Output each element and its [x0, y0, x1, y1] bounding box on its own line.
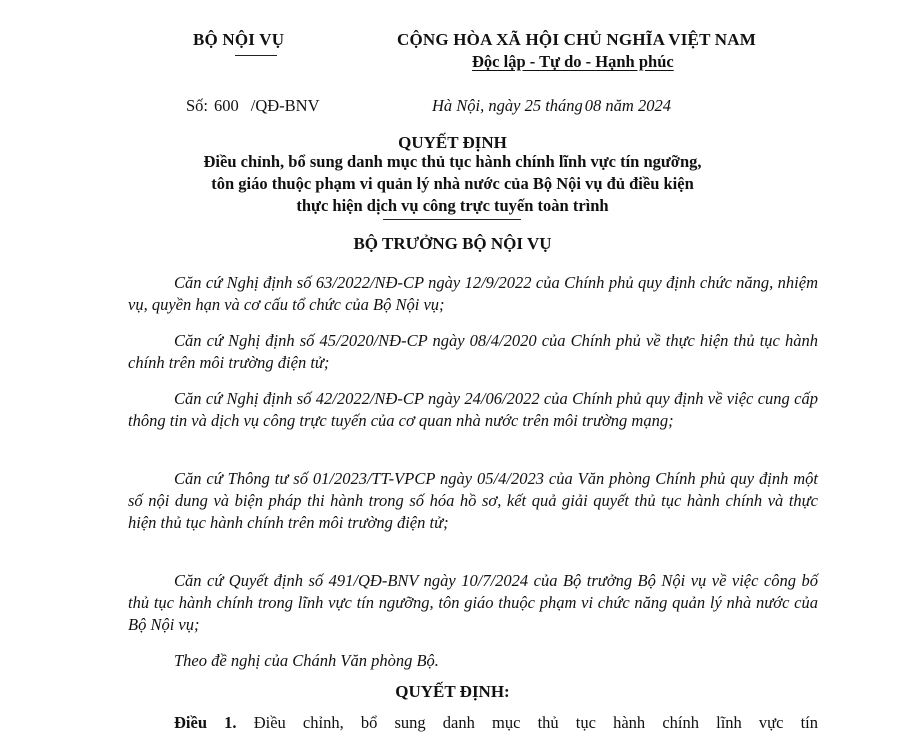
- subject-underline: [383, 219, 521, 220]
- issue-date: [432, 96, 671, 116]
- preamble-paragraph: Căn cứ Nghị định số 45/2020/NĐ-CP ngày 08/4/2020 của Chính phủ về thực hiện thủ tục hành chính trên môi trường điện tử;: [128, 331, 818, 372]
- decision-heading: QUYẾT ĐỊNH:: [395, 682, 510, 701]
- preamble-paragraph: Căn cứ Nghị định số 63/2022/NĐ-CP ngày 12/9/2022 của Chính phủ quy định chức năng, nhiệm vụ, quyền hạn và cơ cấu tổ chức của Bộ Nội vụ;: [128, 273, 818, 314]
- national-motto: Độc lập - Tự do - Hạnh phúc: [472, 52, 674, 71]
- number-suffix: /QĐ-BNV: [250, 96, 320, 115]
- preamble-paragraph: Căn cứ Nghị định số 42/2022/NĐ-CP ngày 24/06/2022 của Chính phủ quy định về việc cung cấp thông tin và dịch vụ công trực tuyến của cơ quan nhà nước trên môi trường mạng;: [128, 389, 818, 430]
- document-number: [186, 96, 320, 116]
- authority-heading: BỘ TRƯỞNG BỘ NỘI VỤ: [353, 234, 552, 253]
- date-year: năm 2024: [605, 96, 671, 115]
- preamble-paragraph: Theo đề nghị của Chánh Văn phòng Bộ.: [174, 651, 439, 670]
- document-type-heading: QUYẾT ĐỊNH: [398, 133, 507, 152]
- subject-line-3: thực hiện dịch vụ công trực tuyến toàn trình: [296, 196, 609, 215]
- subject-line-2: tôn giáo thuộc phạm vi quản lý nhà nước của Bộ Nội vụ đủ điều kiện: [211, 174, 694, 193]
- organization-underline: [235, 55, 277, 56]
- article-1-label: Điều 1.: [174, 713, 237, 732]
- national-title: CỘNG HÒA XÃ HỘI CHỦ NGHĨA VIỆT NAM: [397, 30, 756, 49]
- issuing-organization: BỘ NỘI VỤ: [193, 30, 285, 49]
- preamble-paragraph: Căn cứ Thông tư số 01/2023/TT-VPCP ngày 05/4/2023 của Văn phòng Chính phủ quy định một số nội dung và biện pháp thi hành trong số hóa hồ sơ, kết quả giải quyết thủ tục hành chính và thực hiện thủ tục hành chính trên môi trường điện tử;: [128, 469, 818, 532]
- subject-line-1: Điều chỉnh, bổ sung danh mục thủ tục hành chính lĩnh vực tín ngưỡng,: [203, 152, 702, 171]
- date-text: Hà Nội, ngày 25 tháng: [432, 96, 583, 115]
- number-prefix: Số:: [186, 96, 209, 115]
- number-value: 600: [214, 96, 239, 115]
- article-1-text: Điều chỉnh, bổ sung danh mục thủ tục hành chính lĩnh vực tín: [253, 713, 819, 732]
- date-month: 08: [584, 96, 602, 115]
- preamble-paragraph: Căn cứ Quyết định số 491/QĐ-BNV ngày 10/7/2024 của Bộ trưởng Bộ Nội vụ về việc công bố thủ tục hành chính trong lĩnh vực tín ngưỡng, tôn giáo thuộc phạm vi chức năng quản lý nhà nước của Bộ Nội vụ;: [128, 571, 818, 634]
